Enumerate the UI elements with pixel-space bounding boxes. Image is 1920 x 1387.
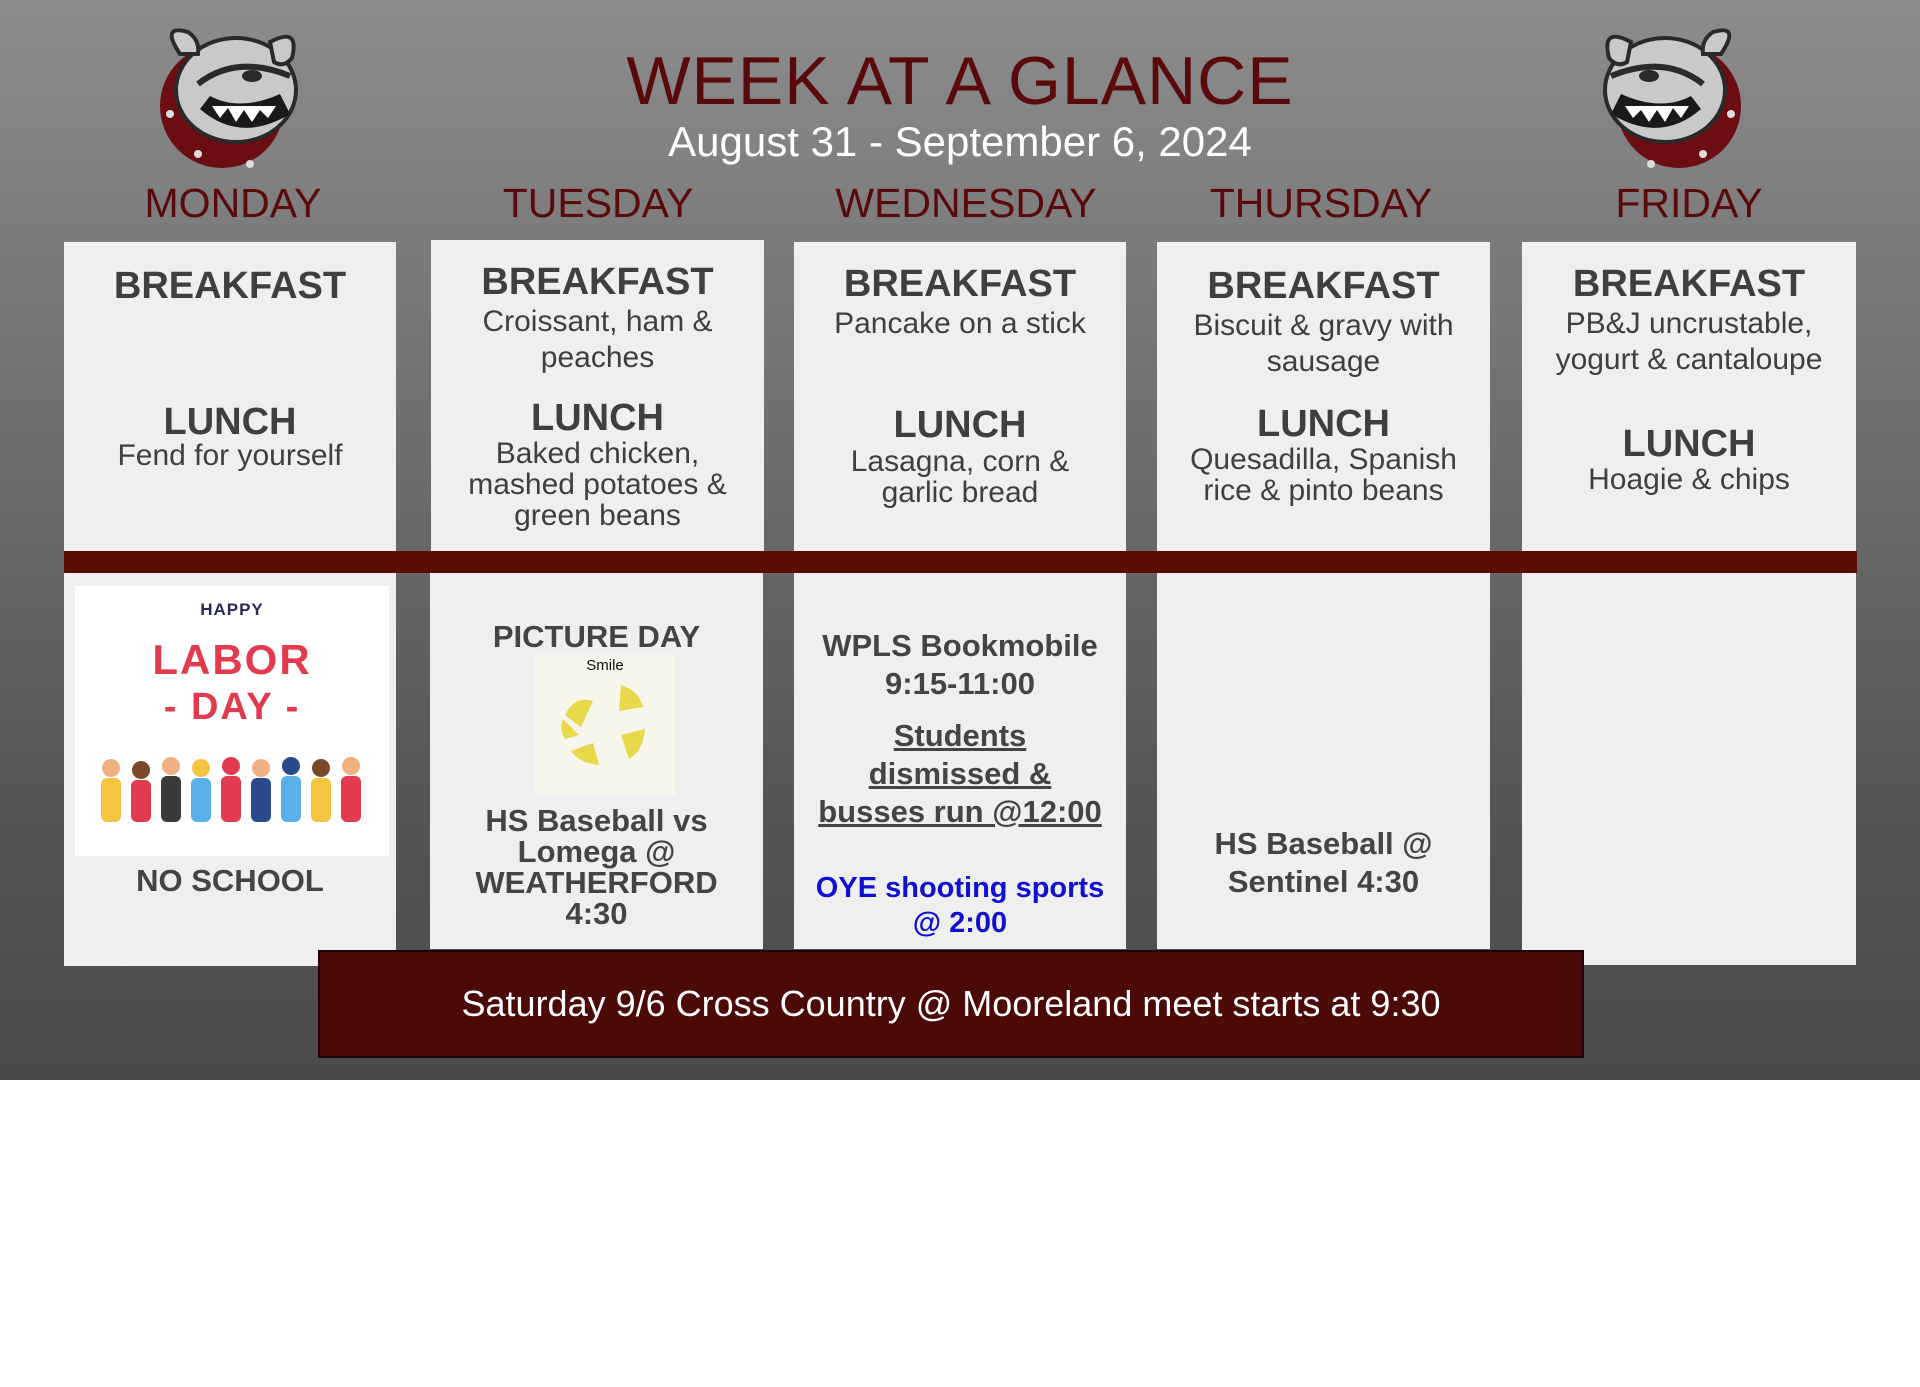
lunch-heading: LUNCH [893, 404, 1027, 446]
day-label-friday: FRIDAY [1615, 180, 1763, 226]
labor-day-labor: LABOR [152, 636, 312, 683]
breakfast-heading: BREAKFAST [481, 261, 714, 303]
workers-illustration-icon [85, 746, 379, 842]
event-line: Lomega @ [517, 834, 676, 869]
maroon-divider-bar [64, 551, 1857, 573]
hs-baseball-event [430, 805, 763, 929]
lunch-item: Fend for yourself [117, 439, 343, 472]
event-card-tuesday [430, 573, 763, 949]
lunch-line: Quesadilla, Spanish [1190, 443, 1457, 476]
breakfast-heading: BREAKFAST [1207, 265, 1440, 307]
event-line: HS Baseball @ [1214, 826, 1433, 861]
date-range: August 31 - September 6, 2024 [668, 118, 1252, 165]
event-line: WPLS Bookmobile [822, 628, 1098, 663]
breakfast-line: peaches [540, 341, 655, 374]
menu-card-tuesday [431, 240, 764, 551]
event-card-wednesday [794, 573, 1126, 949]
labor-day-day: - DAY - [163, 686, 301, 728]
day-label-wednesday: WEDNESDAY [835, 180, 1097, 226]
day-label-tuesday: TUESDAY [502, 180, 694, 226]
breakfast-heading: BREAKFAST [113, 265, 347, 307]
breakfast-item [1522, 306, 1856, 378]
lunch-line: green beans [514, 499, 681, 532]
breakfast-heading: BREAKFAST [1572, 263, 1806, 305]
lunch-line: Baked chicken, [495, 437, 700, 470]
labor-day-happy: HAPPY [200, 600, 264, 619]
event-line: OYE shooting sports [815, 872, 1105, 904]
lunch-item: Hoagie & chips [1588, 463, 1790, 496]
event-line: 9:15-11:00 [885, 666, 1035, 701]
oye-shooting-event [794, 871, 1126, 941]
lunch-line: mashed potatoes & [468, 468, 727, 501]
day-label-thursday: THURSDAY [1209, 180, 1433, 226]
bookmobile-event [794, 627, 1126, 703]
lunch-item [431, 438, 764, 531]
breakfast-item [1157, 308, 1490, 380]
menu-card-friday [1522, 242, 1856, 551]
menu-card-wednesday [794, 242, 1126, 551]
picture-day-title: PICTURE DAY [492, 619, 701, 654]
event-line: Sentinel 4:30 [1227, 864, 1420, 899]
event-line: WEATHERFORD [475, 865, 718, 900]
hs-baseball-event [1157, 825, 1490, 901]
breakfast-line: Croissant, ham & [482, 305, 713, 338]
event-card-monday [64, 573, 396, 966]
lunch-line: rice & pinto beans [1203, 474, 1444, 507]
labor-day-graphic [75, 586, 389, 856]
event-line: 4:30 [565, 896, 628, 931]
page-title: WEEK AT A GLANCE [626, 43, 1294, 119]
smile-label: Smile [586, 657, 624, 674]
lunch-heading: LUNCH [163, 401, 297, 443]
dismissal-event [794, 717, 1126, 831]
event-line: @ 2:00 [912, 907, 1008, 939]
saturday-banner: Saturday 9/6 Cross Country @ Mooreland meet starts at 9:30 [318, 950, 1584, 1058]
lunch-item [1157, 444, 1490, 506]
event-card-thursday [1157, 573, 1490, 949]
breakfast-item [431, 304, 764, 376]
breakfast-line: sausage [1266, 345, 1381, 378]
menu-card-monday [64, 242, 396, 551]
lunch-item [794, 446, 1126, 508]
event-line: dismissed & [868, 756, 1052, 791]
breakfast-line: yogurt & cantaloupe [1555, 343, 1823, 376]
no-school-note: NO SCHOOL [136, 863, 324, 898]
lunch-heading: LUNCH [531, 397, 664, 439]
breakfast-item: Pancake on a stick [834, 307, 1086, 340]
breakfast-line: Biscuit & gravy with [1193, 309, 1454, 342]
lunch-line: Lasagna, corn & [850, 445, 1070, 478]
event-card-friday [1522, 573, 1856, 965]
menu-card-thursday [1157, 242, 1490, 551]
event-line: busses run @12:00 [818, 794, 1102, 829]
smile-graphic [535, 655, 675, 795]
lunch-line: garlic bread [881, 476, 1039, 509]
camera-shutter-icon [535, 655, 675, 795]
lunch-heading: LUNCH [1622, 423, 1756, 465]
lunch-heading: LUNCH [1257, 403, 1390, 445]
event-line: Students [893, 718, 1027, 753]
day-label-monday: MONDAY [144, 180, 322, 226]
breakfast-heading: BREAKFAST [843, 263, 1077, 305]
breakfast-line: PB&J uncrustable, [1565, 307, 1813, 340]
event-line: HS Baseball vs [485, 803, 708, 838]
